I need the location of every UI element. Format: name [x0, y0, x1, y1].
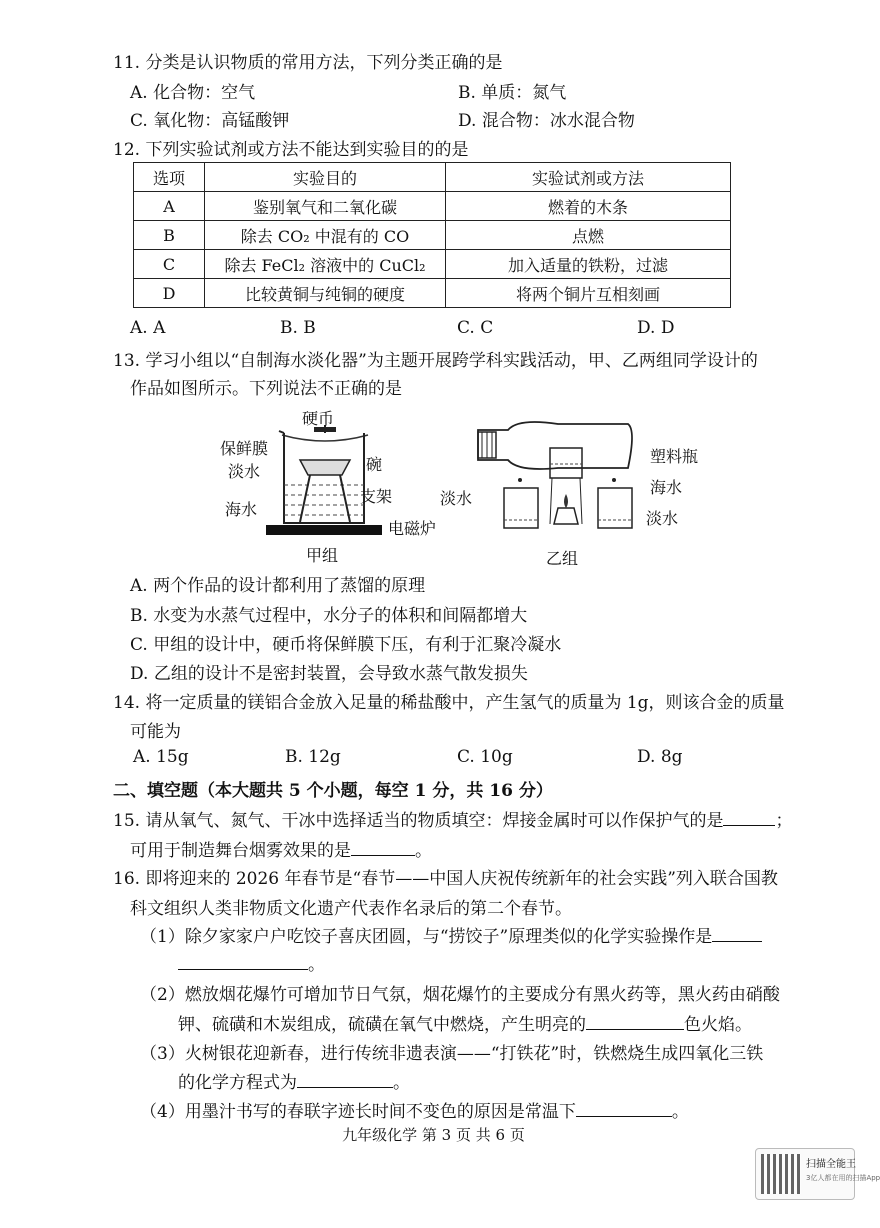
q12-option-a: A. A [130, 318, 166, 338]
q15-line2 [130, 836, 432, 861]
table-cell: 除去 CO₂ 中混有的 CO [205, 221, 446, 250]
table-cell: D [134, 279, 205, 308]
table-cell: 除去 FeCl₂ 溶液中的 CuCl₂ [205, 250, 446, 279]
label-film: 保鲜膜 [220, 439, 269, 458]
q11-stem: 11. 分类是认识物质的常用方法，下列分类正确的是 [113, 53, 503, 73]
q16-part1-blank-b[interactable] [178, 953, 308, 970]
label-seawater-right: 海水 [650, 478, 683, 497]
label-stand: 支架 [360, 487, 393, 506]
q13-option-d: D. 乙组的设计不是密封装置，会导致水蒸气散发损失 [130, 664, 528, 684]
q14-option-a: A. 15g [133, 747, 189, 767]
table-cell: 将两个铜片互相刻画 [446, 279, 731, 308]
q16-part4-text-a: （4）用墨汁书写的春联字迹长时间不变色的原因是常温下 [140, 1102, 576, 1122]
q16-part1-line1 [140, 922, 762, 947]
q16-part1-text: （1）除夕家家户户吃饺子喜庆团圆，与“捞饺子”原理类似的化学实验操作是 [140, 927, 713, 947]
q14-stem-line2: 可能为 [130, 722, 181, 742]
label-plastic-bottle: 塑料瓶 [650, 447, 699, 466]
q16-part3-line1: （3）火树银花迎新春，进行传统非遗表演——“打铁花”时，铁燃烧生成四氧化三铁 [140, 1044, 764, 1064]
section-heading: 二、填空题（本大题共 5 个小题，每空 1 分，共 16 分） [113, 781, 553, 801]
q16-part3-line2 [178, 1068, 410, 1093]
label-group-b: 乙组 [546, 549, 579, 568]
table-cell: B [134, 221, 205, 250]
q16-part3-blank[interactable] [297, 1071, 393, 1088]
q12-table [133, 162, 731, 308]
label-stove: 电磁炉 [388, 519, 437, 538]
badge-title: 扫描全能王 [806, 1159, 856, 1170]
q16-part2-blank[interactable] [586, 1013, 684, 1030]
q11-option-c: C. 氧化物：高锰酸钾 [130, 111, 290, 131]
badge-subtitle: 3亿人都在用的扫描App [806, 1174, 880, 1182]
q16-part1-line2 [178, 950, 325, 975]
q15-blank-1[interactable] [723, 809, 775, 826]
q16-part1-blank-a[interactable] [712, 925, 762, 942]
table-row [134, 250, 731, 279]
q14-option-b: B. 12g [285, 747, 341, 767]
q15-text-1: 15. 请从氧气、氮气、干冰中选择适当的物质填空：焊接金属时可以作保护气的是 [113, 811, 724, 831]
q14-option-c: C. 10g [457, 747, 513, 767]
table-row [134, 221, 731, 250]
table-header-option: 选项 [134, 163, 205, 192]
q15-text-2-end: 。 [415, 841, 432, 861]
qr-code-icon [761, 1154, 801, 1194]
group-b-apparatus-diagram [478, 420, 648, 540]
q12-option-b: B. B [280, 318, 316, 338]
q13-stem-line2: 作品如图所示。下列说法不正确的是 [130, 379, 402, 399]
table-header-row [134, 163, 731, 192]
q12-stem: 12. 下列实验试剂或方法不能达到实验目的的是 [113, 140, 469, 160]
label-seawater-left: 海水 [225, 500, 258, 519]
q16-part3-text-a: 的化学方程式为 [178, 1073, 297, 1093]
table-header-method: 实验试剂或方法 [446, 163, 731, 192]
label-fresh-water-right-a: 淡水 [440, 489, 473, 508]
q15-text-2: 可用于制造舞台烟雾效果的是 [130, 841, 351, 861]
q15-text-1-end: ； [775, 811, 793, 831]
q16-part2-line1: （2）燃放烟花爆竹可增加节日气氛，烟花爆竹的主要成分有黑火药等，黑火药由硝酸 [140, 985, 780, 1005]
q16-line1: 16. 即将迎来的 2026 年春节是“春节——中国人庆祝传统新年的社会实践”列入联合国教 [113, 869, 778, 889]
q16-part3-text-b: 。 [393, 1073, 410, 1093]
table-cell: 燃着的木条 [446, 192, 731, 221]
q14-stem-line1: 14. 将一定质量的镁铝合金放入足量的稀盐酸中，产生氢气的质量为 1g，则该合金的质量 [113, 693, 785, 713]
q11-option-d: D. 混合物：冰水混合物 [458, 111, 635, 131]
q16-part2-text-b: 色火焰。 [684, 1015, 752, 1035]
q16-part2-line2 [178, 1010, 752, 1035]
table-cell: 鉴别氧气和二氧化碳 [205, 192, 446, 221]
label-coin: 硬币 [302, 409, 335, 428]
label-fresh-water-right-b: 淡水 [646, 509, 679, 528]
q16-part1-end: 。 [308, 955, 325, 975]
q16-part4-blank[interactable] [576, 1100, 672, 1117]
scanner-watermark-badge [755, 1148, 880, 1200]
table-cell: 点燃 [446, 221, 731, 250]
table-row [134, 192, 731, 221]
q16-line2: 科文组织人类非物质文化遗产代表作名录后的第二个春节。 [130, 899, 572, 919]
q15-line1 [113, 806, 792, 831]
q16-part2-text-a: 钾、硫磺和木炭组成，硫磺在氧气中燃烧，产生明亮的 [178, 1015, 586, 1035]
q12-option-c: C. C [457, 318, 494, 338]
q16-part4-text-b: 。 [671, 1102, 689, 1122]
q16-part4-line1 [140, 1097, 689, 1122]
label-bowl: 碗 [366, 455, 383, 474]
label-fresh-water-left: 淡水 [228, 462, 261, 481]
q13-option-c: C. 甲组的设计中，硬币将保鲜膜下压，有利于汇聚冷凝水 [130, 635, 562, 655]
q13-stem-line1: 13. 学习小组以“自制海水淡化器”为主题开展跨学科实践活动，甲、乙两组同学设计的 [113, 351, 758, 371]
table-header-goal: 实验目的 [205, 163, 446, 192]
page-footer: 九年级化学 第 3 页 共 6 页 [342, 1126, 525, 1144]
table-cell: C [134, 250, 205, 279]
table-cell: 加入适量的铁粉，过滤 [446, 250, 731, 279]
q14-option-d: D. 8g [637, 747, 683, 767]
q13-option-a: A. 两个作品的设计都利用了蒸馏的原理 [130, 576, 426, 596]
table-row [134, 279, 731, 308]
q13-option-b: B. 水变为水蒸气过程中，水分子的体积和间隔都增大 [130, 606, 528, 626]
table-cell: A [134, 192, 205, 221]
label-group-a: 甲组 [306, 546, 339, 565]
q11-option-b: B. 单质：氮气 [458, 83, 567, 103]
group-a-apparatus-diagram [262, 425, 392, 540]
q11-option-a: A. 化合物：空气 [130, 83, 256, 103]
q15-blank-2[interactable] [351, 839, 415, 856]
q12-option-d: D. D [637, 318, 675, 338]
table-cell: 比较黄铜与纯铜的硬度 [205, 279, 446, 308]
